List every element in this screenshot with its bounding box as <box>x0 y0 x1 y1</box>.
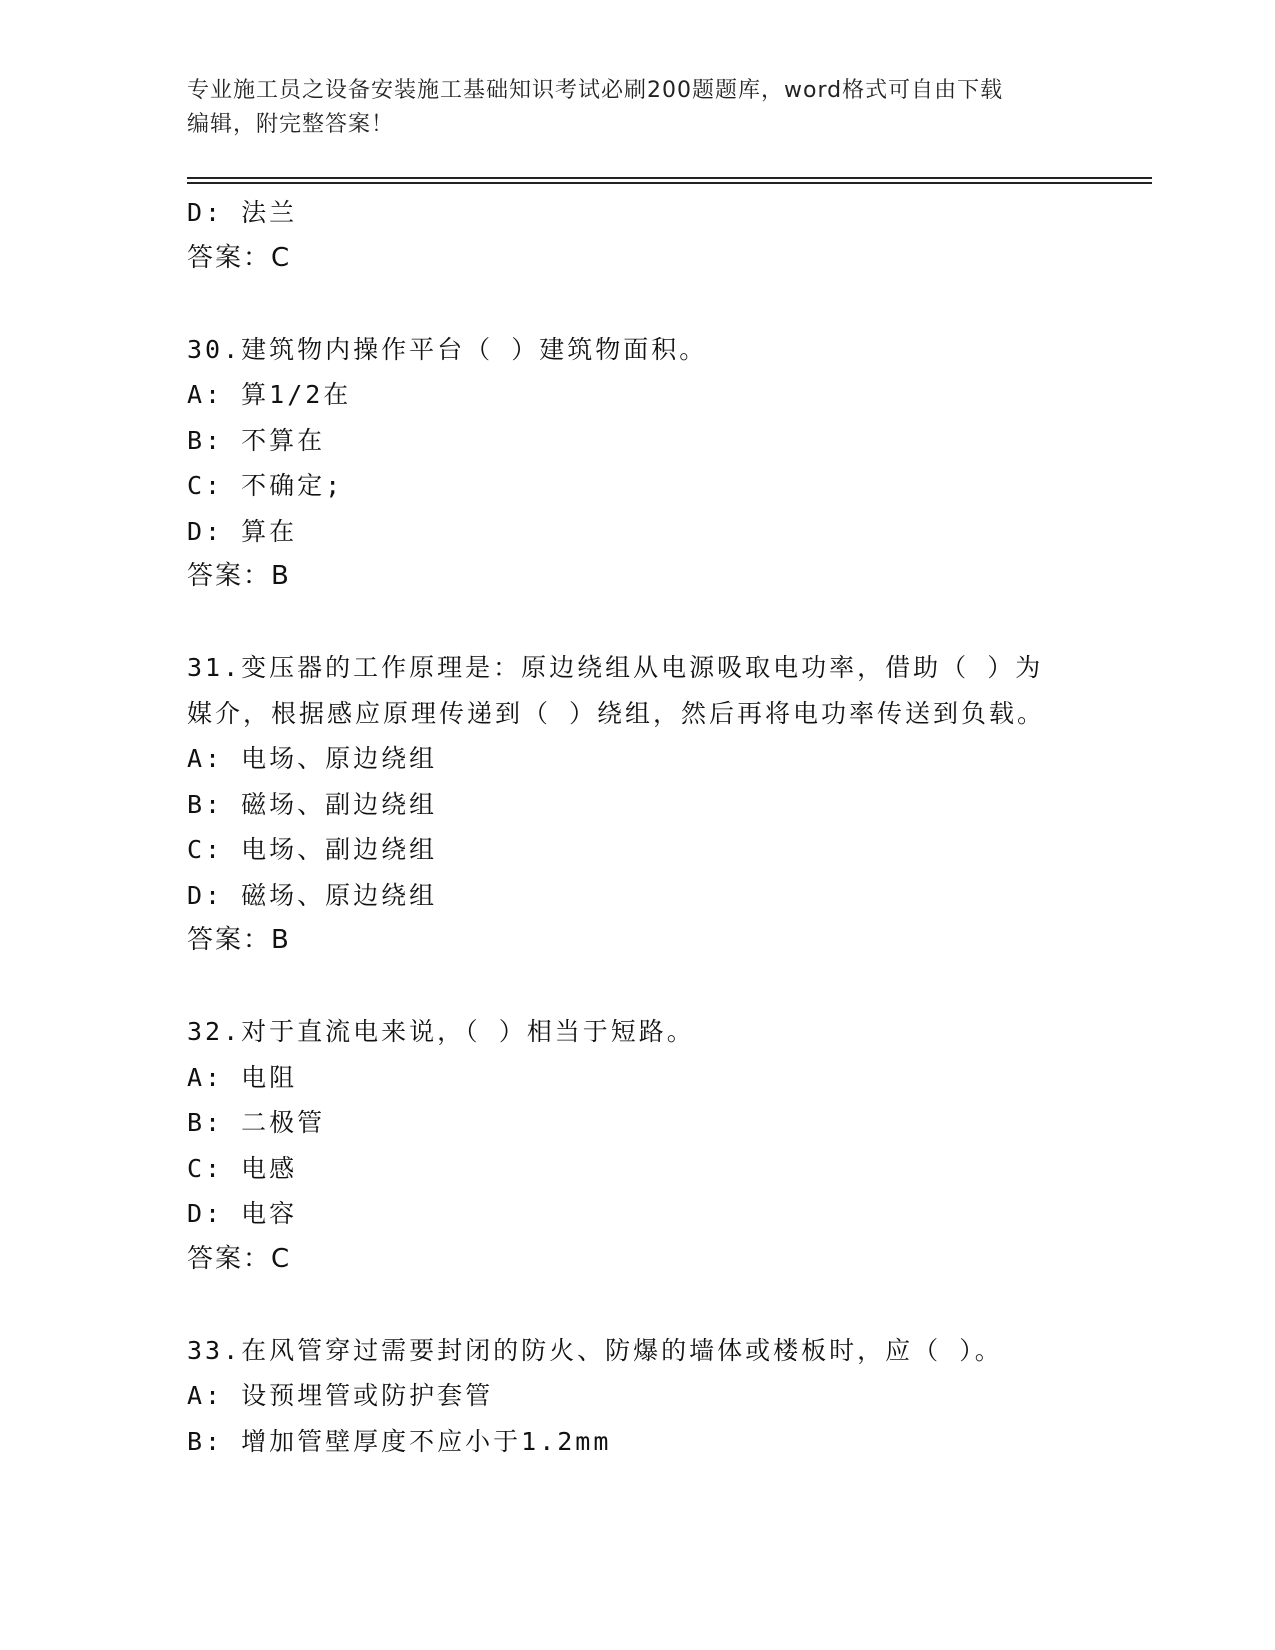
question-block-33 <box>187 1328 1152 1465</box>
question-block-31 <box>187 645 1152 964</box>
answer-line: 答案：C <box>187 242 292 273</box>
block-spacer <box>187 281 1152 327</box>
option-c: C: 不确定; <box>187 471 344 500</box>
option-a: A: 电阻 <box>187 1062 298 1092</box>
answer-line: 答案：B <box>187 561 291 591</box>
option-a: A: 电场、原边绕组 <box>187 744 438 773</box>
option-d: D: 磁场、原边绕组 <box>187 880 438 910</box>
question-stem: 32.对于直流电来说，（ ）相当于短路。 <box>187 1017 695 1046</box>
document-header <box>187 74 1087 142</box>
option-a: A: 设预埋管或防护套管 <box>187 1381 494 1410</box>
option-b: B: 二极管 <box>187 1108 326 1137</box>
answer-line: 答案：B <box>187 925 291 955</box>
option-c: C: 电感 <box>187 1153 298 1183</box>
answer-line: 答案：C <box>187 1243 292 1274</box>
header-line-2: 编辑，附完整答案！ <box>187 112 395 137</box>
option-b: B: 不算在 <box>187 425 326 455</box>
option-a: A: 算1/2在 <box>187 380 352 409</box>
option-c: C: 电场、副边绕组 <box>187 835 438 864</box>
question-stem-line-1: 31.变压器的工作原理是：原边绕组从电源吸取电功率，借助（ ）为 <box>187 653 1044 682</box>
option-d: D: 电容 <box>187 1199 298 1228</box>
header-divider-top <box>187 177 1152 179</box>
question-list <box>187 190 1152 1464</box>
question-block-prev <box>187 190 1152 281</box>
option-b: B: 磁场、副边绕组 <box>187 789 438 819</box>
question-stem: 30.建筑物内操作平台（ ）建筑物面积。 <box>187 334 708 364</box>
question-block-30 <box>187 327 1152 600</box>
option-b: B: 增加管壁厚度不应小于1.2mm <box>187 1426 612 1456</box>
header-divider-bottom <box>187 182 1152 184</box>
question-stem: 33.在风管穿过需要封闭的防火、防爆的墙体或楼板时，应（ ）。 <box>187 1335 1003 1365</box>
block-spacer <box>187 964 1152 1010</box>
header-line-1: 专业施工员之设备安装施工基础知识考试必刷200题题库，word格式可自由下载 <box>187 78 1004 103</box>
question-block-32 <box>187 1009 1152 1282</box>
question-stem-line-2: 媒介，根据感应原理传递到（ ）绕组，然后再将电功率传送到负载。 <box>187 698 1046 728</box>
option-d: D: 法兰 <box>187 198 298 227</box>
block-spacer <box>187 1282 1152 1328</box>
block-spacer <box>187 600 1152 646</box>
option-d: D: 算在 <box>187 516 298 546</box>
